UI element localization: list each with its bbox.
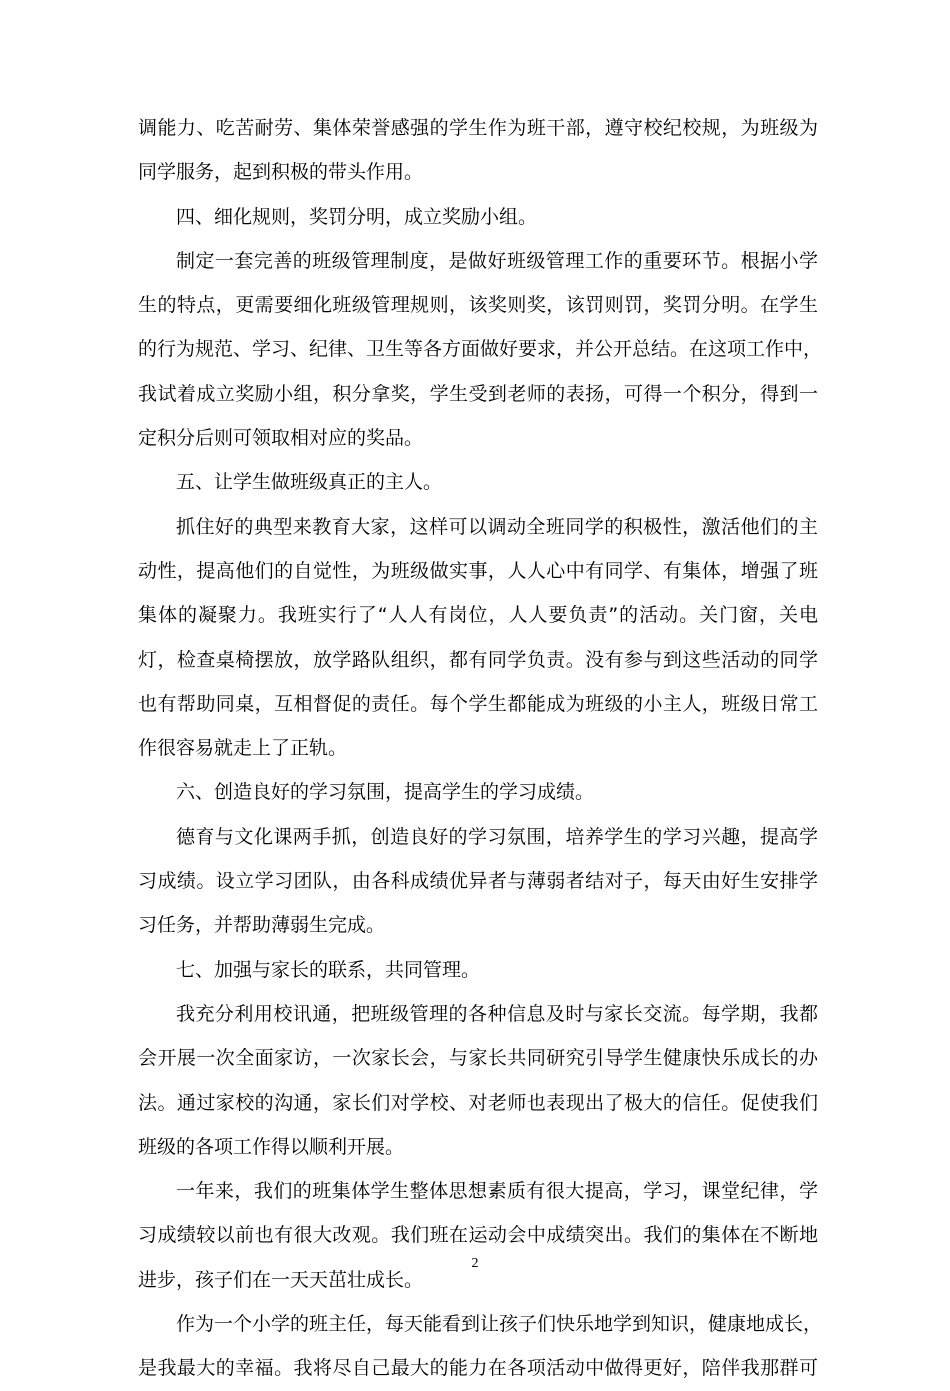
text-line: 德育与文化课两手抓，创造良好的学习氛围，培养学生的学习兴趣，提高学 <box>176 825 818 848</box>
text-line: 习成绩。设立学习团队，由各科成绩优异者与薄弱者结对子，每天由好生安排学 <box>138 870 818 893</box>
document-body <box>138 106 823 1391</box>
text-line: 会开展一次全面家访，一次家长会，与家长共同研究引导学生健康快乐成长的办 <box>138 1047 818 1070</box>
text-line: 习任务，并帮助薄弱生完成。 <box>138 914 386 937</box>
text-line: 调能力、吃苦耐劳、集体荣誉感强的学生作为班干部，遵守校纪校规，为班级为 <box>138 117 818 139</box>
text-line: 七、加强与家长的联系，共同管理。 <box>176 958 481 981</box>
text-line: 制定一套完善的班级管理制度，是做好班级管理工作的重要环节。根据小学 <box>176 249 818 272</box>
text-line: 进步，孩子们在一天天茁壮成长。 <box>138 1268 424 1291</box>
text-line: 的行为规范、学习、纪律、卫生等各方面做好要求，并公开总结。在这项工作中， <box>138 338 823 361</box>
text-line: 我试着成立奖励小组，积分拿奖，学生受到老师的表扬，可得一个积分，得到一 <box>138 382 818 405</box>
page-number: 2 <box>471 1256 479 1271</box>
text-line: 六、创造良好的学习氛围，提高学生的学习成绩。 <box>176 781 595 804</box>
text-line: 班级的各项工作得以顺利开展。 <box>138 1135 405 1158</box>
text-line: 五、让学生做班级真正的主人。 <box>176 471 443 494</box>
text-line: 同学服务，起到积极的带头作用。 <box>138 161 424 184</box>
text-line: 定积分后则可领取相对应的奖品。 <box>138 427 424 450</box>
text-line: 作很容易就走上了正轨。 <box>138 737 348 760</box>
text-line: 四、细化规则，奖罚分明，成立奖励小组。 <box>176 205 538 228</box>
text-line: 灯，检查桌椅摆放，放学路队组织，都有同学负责。没有参与到这些活动的同学 <box>138 648 818 671</box>
text-line: 抓住好的典型来教育大家，这样可以调动全班同学的积极性，激活他们的主 <box>176 515 818 538</box>
text-line: 是我最大的幸福。我将尽自己最大的能力在各项活动中做得更好，陪伴我那群可 <box>138 1357 818 1380</box>
text-line: 也有帮助同桌，互相督促的责任。每个学生都能成为班级的小主人，班级日常工 <box>138 692 818 715</box>
text-line: 法。通过家校的沟通，家长们对学校、对老师也表现出了极大的信任。促使我们 <box>138 1091 818 1114</box>
text-line: 我充分利用校讯通，把班级管理的各种信息及时与家长交流。每学期，我都 <box>176 1002 818 1025</box>
text-line: 一年来，我们的班集体学生整体思想素质有很大提高，学习，课堂纪律，学 <box>176 1180 818 1203</box>
text-line: 作为一个小学的班主任，每天能看到让孩子们快乐地学到知识，健康地成长， <box>176 1313 823 1336</box>
text-line: 动性，提高他们的自觉性，为班级做实事，人人心中有同学、有集体，增强了班 <box>138 559 818 582</box>
text-line: 生的特点，更需要细化班级管理规则，该奖则奖，该罚则罚，奖罚分明。在学生 <box>138 294 818 317</box>
text-line: 集体的凝聚力。我班实行了“人人有岗位，人人要负责”的活动。关门窗，关电 <box>138 604 818 627</box>
text-line: 习成绩较以前也有很大改观。我们班在运动会中成绩突出。我们的集体在不断地 <box>138 1224 818 1247</box>
